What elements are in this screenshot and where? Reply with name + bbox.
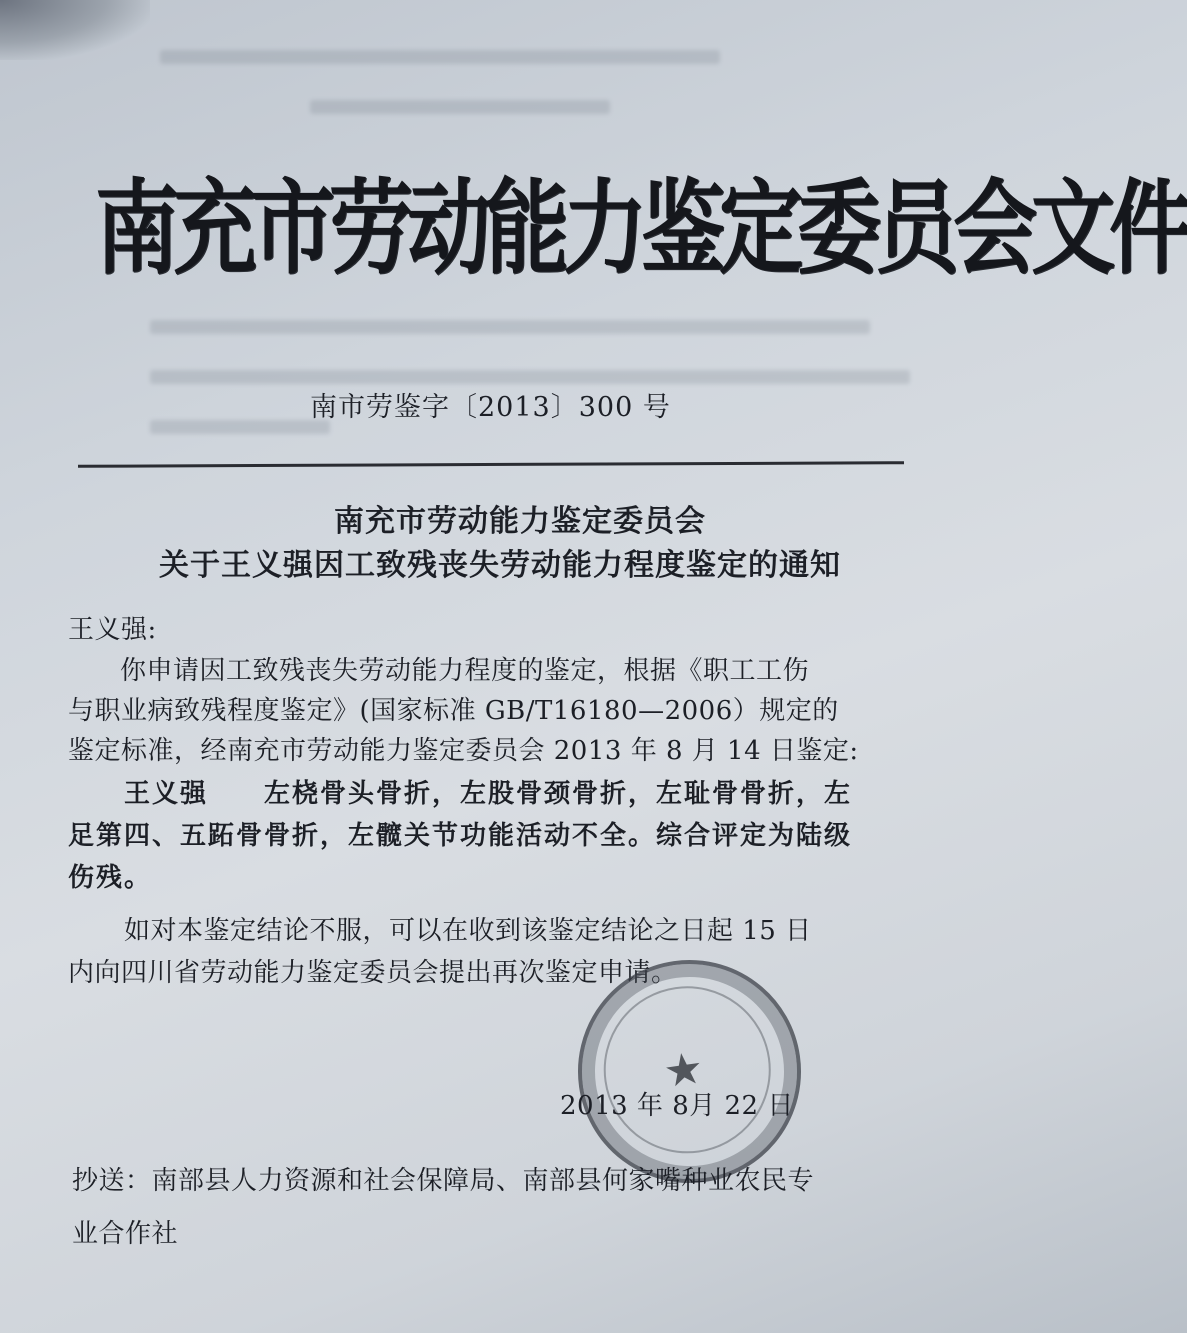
para1-line2: 与职业病致残程度鉴定》(国家标准 GB/T16180—2006）规定的 — [68, 696, 839, 726]
result-line3: 伤残。 — [68, 863, 153, 893]
issuing-org-title: 南充市劳动能力鉴定委员会文件 — [95, 168, 1187, 288]
cc-line2: 业合作社 — [72, 1219, 179, 1249]
para1-line3: 鉴定标准，经南充市劳动能力鉴定委员会 2013 年 8 月 14 日鉴定: — [68, 736, 859, 766]
para2-line2: 内向四川省劳动能力鉴定委员会提出再次鉴定申请。 — [68, 958, 678, 988]
salutation: 王义强: — [68, 615, 157, 645]
para1-line1: 你申请因工致残丧失劳动能力程度的鉴定，根据《职工工伤 — [120, 656, 810, 686]
header-divider — [78, 461, 904, 468]
seal-star-icon: ★ — [660, 1042, 707, 1099]
result-line1: 王义强 左桡骨头骨折，左股骨颈骨折，左耻骨骨折，左 — [124, 779, 853, 809]
result-line2: 足第四、五跖骨骨折，左髋关节功能活动不全。综合评定为陆级 — [68, 821, 853, 851]
document-number: 南市劳鉴字〔2013〕300 号 — [310, 392, 671, 423]
cc-line1: 抄送：南部县人力资源和社会保障局、南部县何家嘴种业农民专 — [72, 1166, 815, 1196]
page-corner-shadow — [0, 0, 150, 60]
notice-title-line2: 关于王义强因工致残丧失劳动能力程度鉴定的通知 — [159, 548, 841, 583]
notice-title-line1: 南充市劳动能力鉴定委员会 — [334, 504, 706, 539]
para2-line1: 如对本鉴定结论不服，可以在收到该鉴定结论之日起 15 日 — [124, 916, 812, 946]
issue-date: 2013 年 8月 22 日 — [560, 1091, 794, 1121]
